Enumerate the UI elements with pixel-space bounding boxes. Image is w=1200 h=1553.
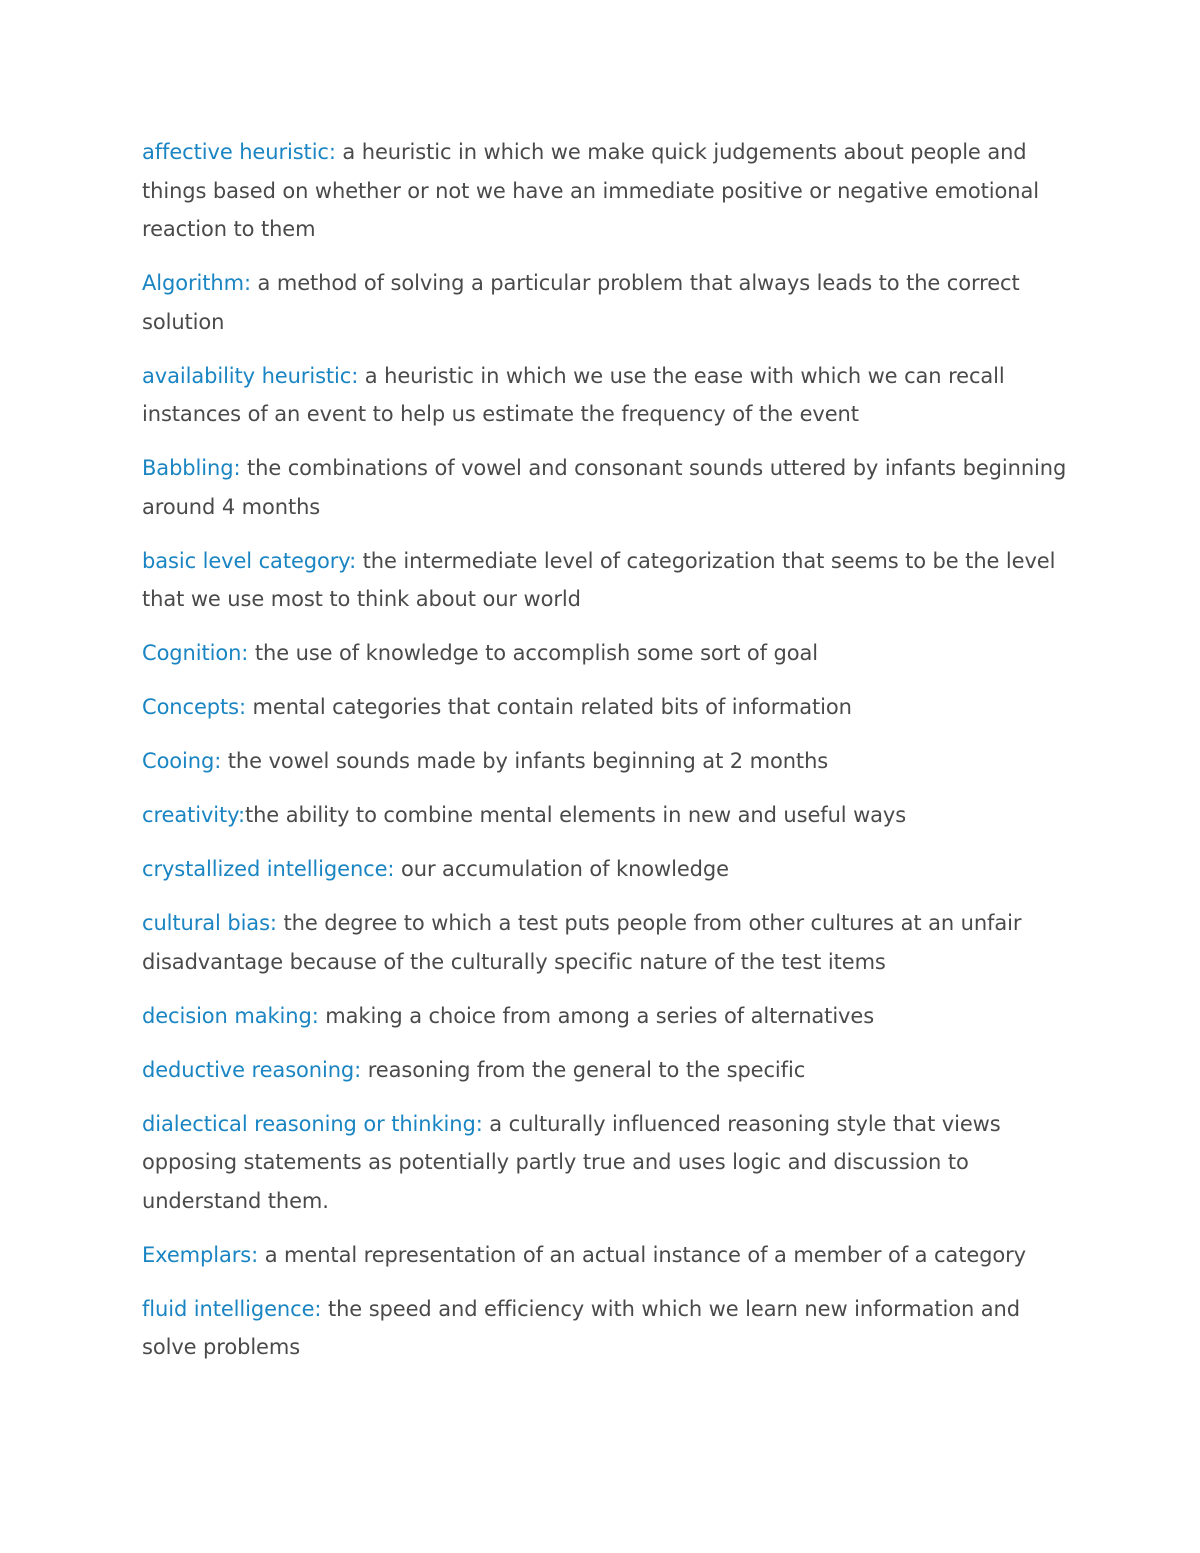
- glossary-entry: [142, 1105, 1072, 1221]
- glossary-definition: the degree to which a test puts people from other cultures at an unfair disadvantage because of the culturally specific nature of the test items: [142, 911, 1022, 974]
- glossary-term: crystallized intelligence:: [142, 857, 395, 881]
- glossary-entry: [142, 742, 1072, 781]
- glossary-definition: mental categories that contain related bits of information: [245, 695, 852, 719]
- glossary-entry: [142, 1051, 1072, 1090]
- glossary-definition: a method of solving a particular problem that always leads to the correct solution: [142, 271, 1020, 334]
- glossary-definition: a mental representation of an actual instance of a member of a category: [258, 1242, 1026, 1267]
- glossary-entry: [142, 796, 1072, 835]
- glossary-definition: reasoning from the general to the specific: [361, 1057, 806, 1082]
- glossary-entry: [142, 449, 1072, 526]
- glossary-definition: the ability to combine mental elements in new and useful ways: [244, 803, 907, 827]
- glossary-term: Cognition:: [142, 641, 249, 665]
- glossary-entry: [142, 133, 1072, 249]
- glossary-entry: [142, 542, 1072, 619]
- glossary-list: [142, 133, 1072, 1382]
- glossary-term: cultural bias:: [142, 911, 277, 935]
- glossary-definition: the combinations of vowel and consonant sounds uttered by infants beginning around 4 months: [142, 456, 1067, 519]
- glossary-term: dialectical reasoning or thinking:: [142, 1111, 483, 1136]
- glossary-definition: the speed and efficiency with which we learn new information and solve problems: [142, 1296, 1020, 1359]
- glossary-term: creativity:: [142, 803, 245, 827]
- glossary-term: deductive reasoning:: [142, 1057, 362, 1082]
- glossary-entry: [142, 997, 1072, 1036]
- glossary-definition: a heuristic in which we make quick judgements about people and things based on whether or not we have an immediate positive or negative emotional reaction to them: [142, 140, 1039, 241]
- glossary-definition: the use of knowledge to accomplish some sort of goal: [248, 641, 818, 665]
- glossary-term: Exemplars:: [142, 1242, 259, 1267]
- glossary-term: Babbling:: [142, 456, 241, 480]
- glossary-entry: [142, 904, 1072, 981]
- glossary-entry: [142, 357, 1072, 434]
- glossary-definition: the vowel sounds made by infants beginning at 2 months: [221, 749, 829, 773]
- glossary-definition: our accumulation of knowledge: [394, 857, 729, 881]
- glossary-entry: [142, 634, 1072, 673]
- glossary-definition: a heuristic in which we use the ease with which we can recall instances of an event to help us estimate the frequency of the event: [142, 363, 1005, 426]
- glossary-entry: [142, 1290, 1072, 1367]
- glossary-term: affective heuristic:: [142, 140, 336, 164]
- glossary-definition: a culturally influenced reasoning style that views opposing statements as potentially partly true and uses logic and discussion to understand them.: [142, 1111, 1001, 1213]
- glossary-entry: [142, 264, 1072, 341]
- glossary-definition: the intermediate level of categorization that seems to be the level that we use most to think about our world: [142, 548, 1056, 611]
- glossary-term: decision making:: [142, 1003, 319, 1028]
- glossary-term: Concepts:: [142, 695, 246, 719]
- glossary-term: basic level category:: [142, 548, 357, 573]
- glossary-definition: making a choice from among a series of alternatives: [318, 1003, 875, 1028]
- glossary-term: fluid intelligence:: [142, 1296, 322, 1321]
- glossary-term: Algorithm:: [142, 271, 251, 295]
- glossary-entry: [142, 1236, 1072, 1275]
- glossary-term: Cooing:: [142, 749, 222, 773]
- glossary-entry: [142, 850, 1072, 889]
- glossary-term: availability heuristic:: [142, 363, 359, 388]
- glossary-entry: [142, 688, 1072, 727]
